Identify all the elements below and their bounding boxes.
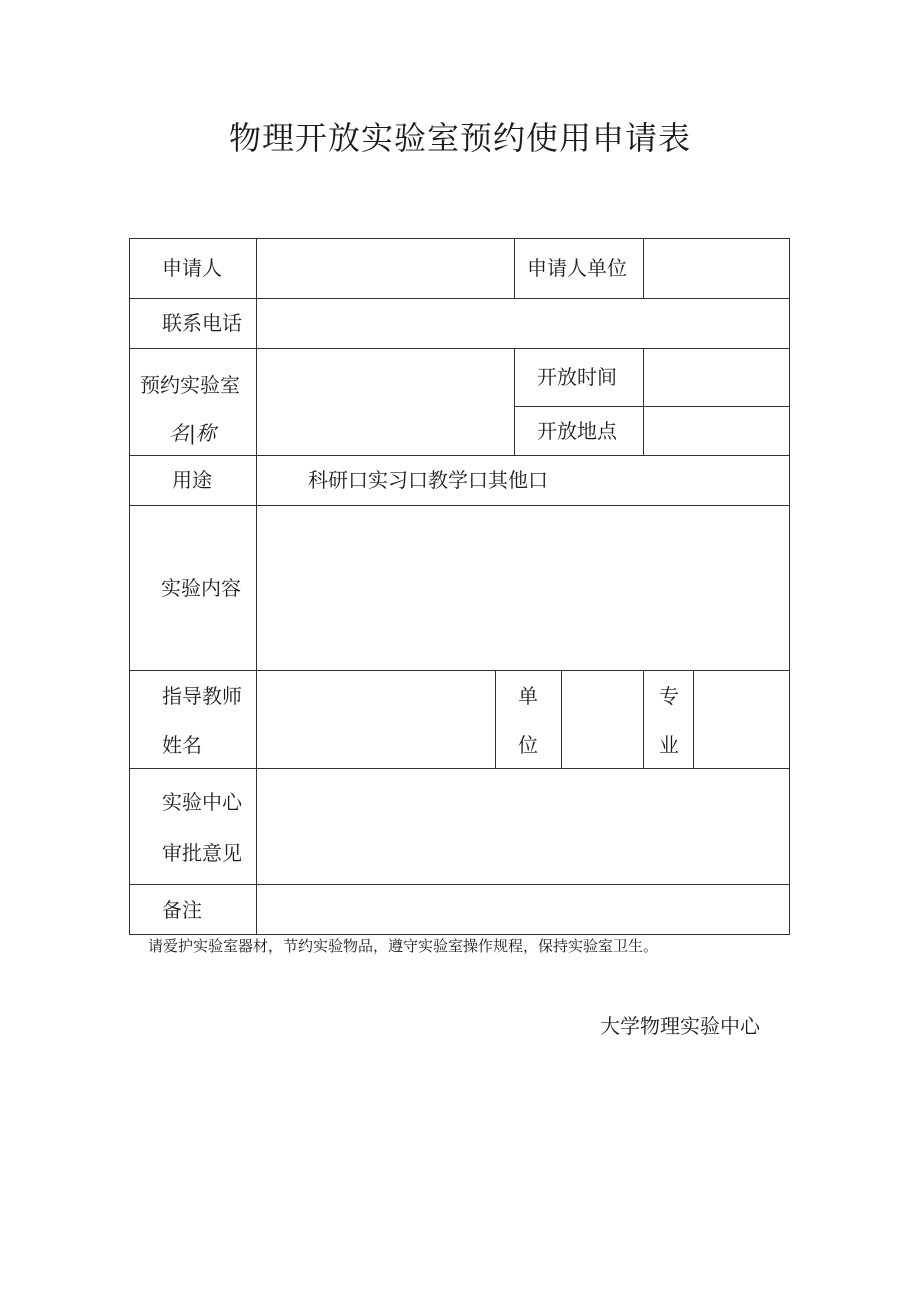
table-border-bottom xyxy=(129,934,790,935)
column-divider xyxy=(514,348,515,455)
column-divider xyxy=(514,238,515,298)
purpose-options[interactable]: 科研口实习口教学口其他口 xyxy=(308,468,548,492)
applicant-unit-label: 申请人单位 xyxy=(527,256,627,280)
approval-label: 实验中心 xyxy=(162,790,242,814)
open-place-label: 开放地点 xyxy=(537,419,617,443)
open-time-label: 开放时间 xyxy=(537,365,617,389)
lab-name-label: 预约实验室 xyxy=(140,373,240,397)
advisor-label: 指导教师 xyxy=(162,684,242,708)
unit-label: 单 xyxy=(518,684,538,708)
column-divider xyxy=(643,670,644,768)
open-place-field[interactable] xyxy=(644,407,789,455)
applicant-field[interactable] xyxy=(257,239,514,298)
open-time-field[interactable] xyxy=(644,349,789,406)
lab-name-label-cont: 名|称 xyxy=(169,421,216,445)
major-label: 专 xyxy=(659,684,679,708)
remarks-field[interactable] xyxy=(257,885,789,934)
table-border-right xyxy=(789,238,790,935)
row-divider xyxy=(129,455,790,456)
advisor-major-field[interactable] xyxy=(694,671,789,768)
advisor-name-field[interactable] xyxy=(257,671,495,768)
unit-label-cont: 位 xyxy=(518,733,538,757)
application-form-table xyxy=(129,238,790,935)
applicant-unit-field[interactable] xyxy=(644,239,789,298)
advisor-unit-field[interactable] xyxy=(562,671,643,768)
approval-field[interactable] xyxy=(257,769,789,884)
page-title: 物理开放实验室预约使用申请表 xyxy=(228,119,691,157)
phone-field[interactable] xyxy=(257,299,789,348)
usage-note: 请爱护实验室器材，节约实验物品，遵守实验室操作规程，保持实验室卫生。 xyxy=(148,937,659,955)
lab-name-field[interactable] xyxy=(257,349,514,455)
advisor-label-cont: 姓名 xyxy=(162,733,202,757)
phone-label: 联系电话 xyxy=(162,311,242,335)
content-label: 实验内容 xyxy=(161,576,241,600)
table-border-left xyxy=(129,238,130,935)
purpose-label: 用途 xyxy=(172,468,212,492)
content-field[interactable] xyxy=(257,506,789,670)
applicant-label: 申请人 xyxy=(162,256,222,280)
major-label-cont: 业 xyxy=(659,733,679,757)
approval-label-cont: 审批意见 xyxy=(162,841,242,865)
remarks-label: 备注 xyxy=(162,898,202,922)
issuer-signature: 大学物理实验中心 xyxy=(600,1014,760,1038)
column-divider xyxy=(495,670,496,768)
